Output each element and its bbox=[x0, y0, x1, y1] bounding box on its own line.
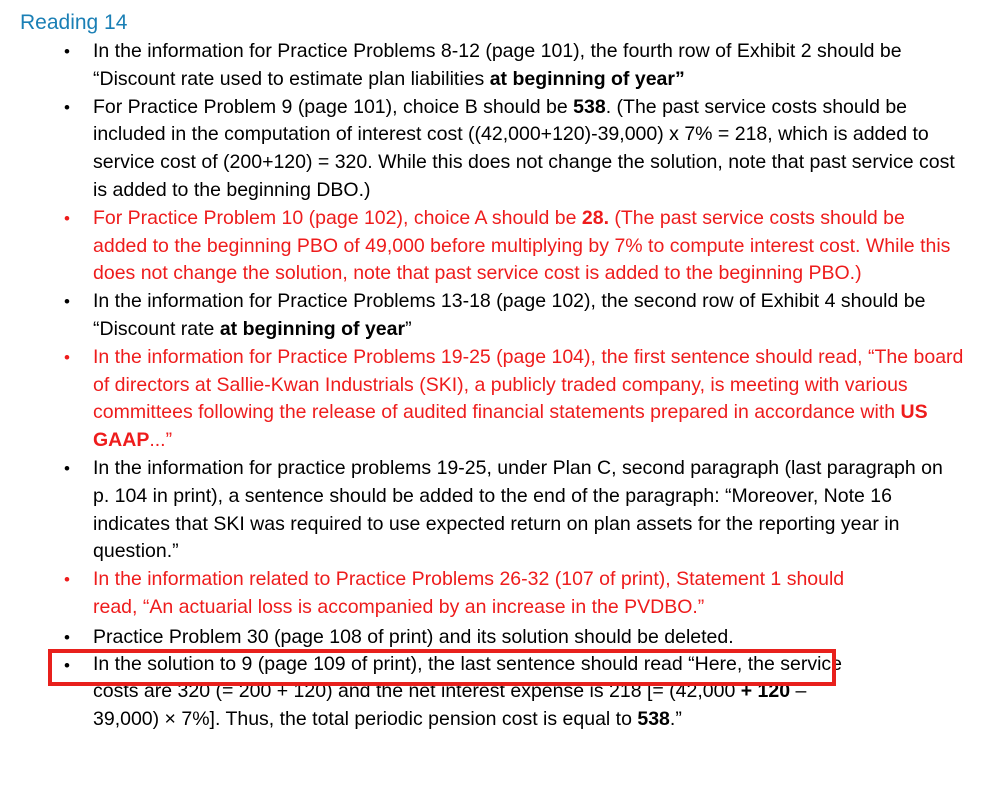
list-item bbox=[0, 566, 1004, 618]
item-bold-text: 538 bbox=[637, 707, 670, 730]
errata-list bbox=[0, 38, 1004, 733]
item-bold-text: 28. bbox=[581, 206, 609, 229]
bullet-icon: • bbox=[64, 42, 70, 61]
item-text: Practice Problem 30 (page 108 of print) and its solution should be deleted. bbox=[93, 625, 734, 648]
section-heading: Reading 14 bbox=[20, 11, 128, 34]
bullet-icon: • bbox=[64, 655, 70, 675]
bullet-icon: • bbox=[64, 208, 70, 228]
item-text: ...” bbox=[149, 429, 173, 452]
item-line: costs are 320 (= 200 + 120) and the net interest expense is 218 [= (42,000 + 120 – bbox=[93, 679, 807, 702]
item-text: (The past service costs should be added to the beginning PBO of 49,000 before multiplying by 7% to compute interest cost. While this does not change the solution, note that past service cost is added to the beginning PBO.) bbox=[93, 206, 951, 285]
list-item bbox=[0, 455, 1004, 566]
item-bold-text: US GAAP bbox=[93, 401, 928, 452]
bullet-icon: • bbox=[64, 458, 70, 478]
list-item bbox=[0, 94, 1004, 205]
list-item bbox=[0, 205, 1004, 288]
bullet-icon: • bbox=[64, 570, 70, 590]
item-text: In the information for practice problems 19-25, under Plan C, second paragraph (last paragraph on p. 104 in print), a sentence should be added to the end of the paragraph: “Moreover, Note 16 indicates that SKI was required to use expected return on plan assets for the reporting year in question.” bbox=[93, 456, 943, 563]
item-text: In the information for Practice Problems 8-12 (page 101), the fourth row of Exhibit 2 should be “Discount rate used to estimate plan liabilities bbox=[93, 40, 902, 90]
item-text: . (The past service costs should be included in the computation of interest cost ((42,000+120)-39,000) x 7% = 218, which is added to service cost of (200+120) = 320. While this does not change the solution, note that past service cost is added to the beginning DBO.) bbox=[93, 95, 955, 201]
item-text: ” bbox=[405, 317, 412, 340]
item-text: In the information for Practice Problems 13-18 (page 102), the second row of Exhibit 4 should be “Discount rate bbox=[93, 290, 926, 340]
bullet-icon: • bbox=[64, 347, 70, 367]
bullet-icon: • bbox=[64, 627, 70, 647]
bullet-icon: • bbox=[64, 292, 70, 312]
item-bold-text: + 120 bbox=[740, 679, 791, 702]
bullet-icon: • bbox=[64, 97, 70, 117]
item-text: For Practice Problem 10 (page 102), choice A should be bbox=[93, 206, 582, 229]
item-bold-text: at beginning of year” bbox=[489, 67, 685, 90]
item-text: In the information for Practice Problems 19-25 (page 104), the first sentence should read, “The board of directors at Sallie-Kwan Industrials (SKI), a publicly traded company, is meeting with various committees following the release of audited financial statements prepared in accordance with bbox=[93, 345, 964, 424]
highlight-box bbox=[48, 649, 836, 686]
item-bold-text: 538 bbox=[573, 95, 606, 118]
item-text: For Practice Problem 9 (page 101), choice B should be bbox=[93, 95, 574, 118]
item-line-clipped: In the solution to 9 (page 109 of print), the last sentence should read “Here, the service bbox=[93, 655, 843, 675]
list-item bbox=[0, 38, 1004, 94]
list-item bbox=[0, 344, 1004, 455]
list-item bbox=[0, 288, 1004, 344]
item-bold-text: at beginning of year bbox=[219, 317, 406, 340]
item-line: 39,000) × 7%]. Thus, the total periodic pension cost is equal to 538.” bbox=[93, 707, 682, 730]
list-item-highlighted bbox=[0, 624, 1004, 652]
item-line: In the information related to Practice Problems 26-32 (107 of print), Statement 1 should bbox=[93, 568, 845, 591]
item-line-clipped: read, “An actuarial loss is accompanied by an increase in the PVDBO.” bbox=[93, 595, 705, 618]
